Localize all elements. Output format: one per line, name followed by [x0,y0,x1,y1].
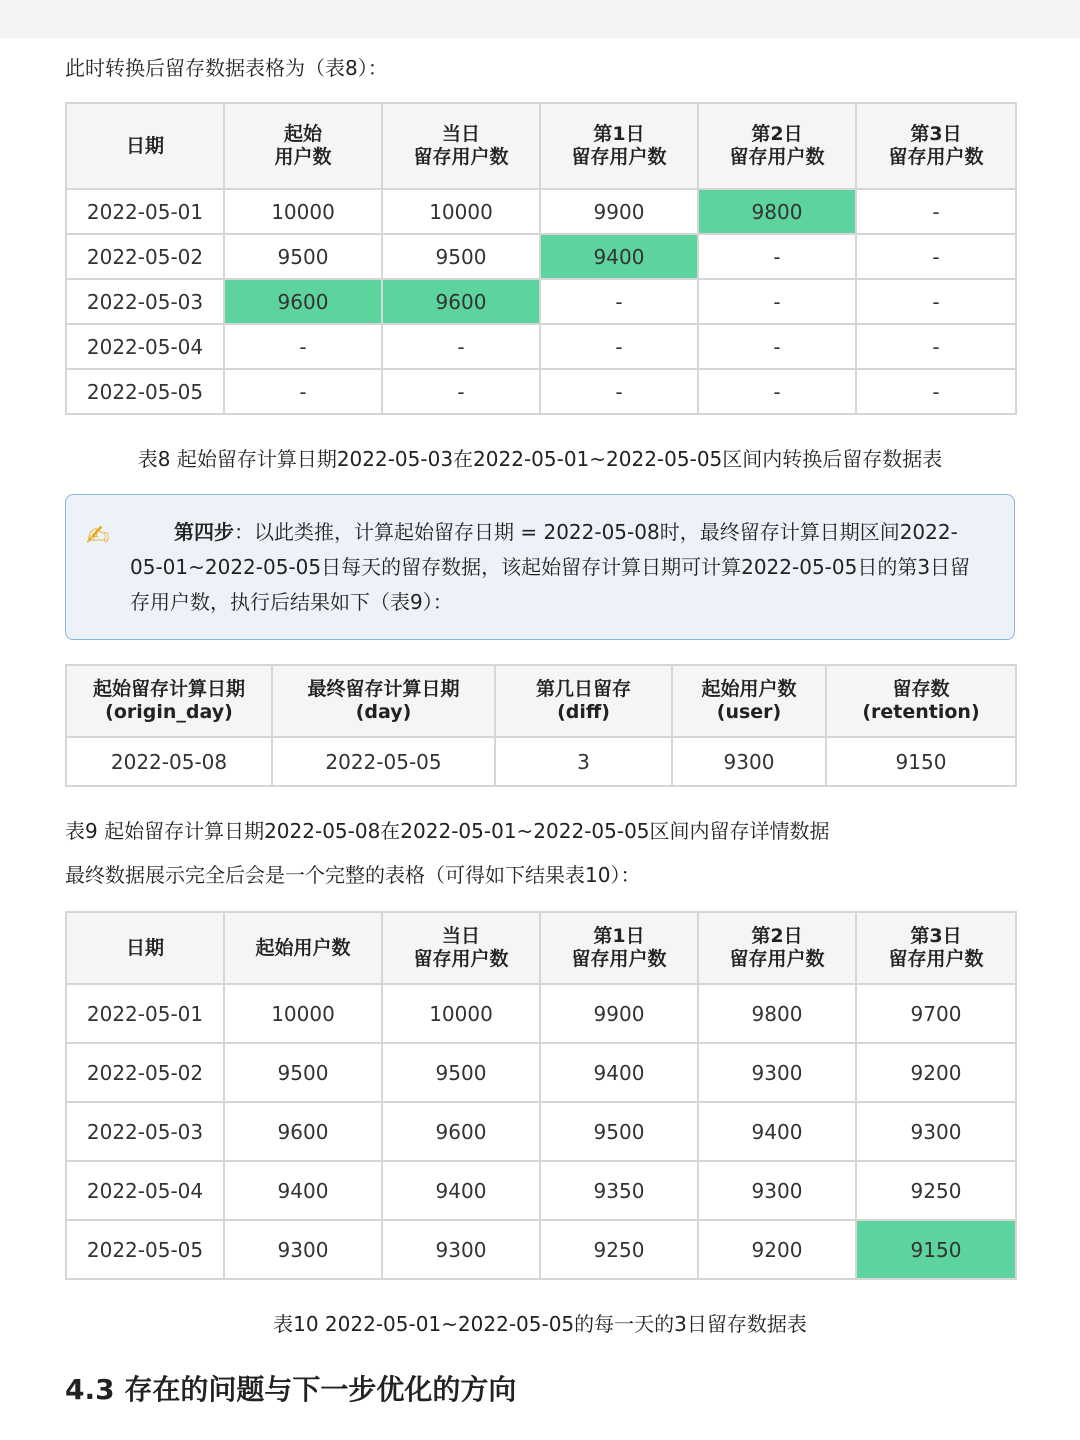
table-cell: - [698,279,856,324]
table-cell: 9500 [382,234,540,279]
table-cell: 10000 [382,189,540,234]
header-text: 起始用户数 [255,936,351,959]
table8-header-cell [856,103,1016,189]
table-cell: 2022-05-04 [66,324,224,369]
table-cell: - [856,369,1016,414]
table-cell: 2022-05-01 [66,189,224,234]
table-cell: 9500 [382,1043,540,1102]
table9-header-cell [66,665,272,737]
table-cell: - [540,324,698,369]
header-text: 留存用户数 [571,948,667,970]
table9-header-cell [826,665,1016,737]
table-cell: - [856,189,1016,234]
header-text: 用户数 [274,146,332,168]
table-row [66,324,1016,369]
table-cell: - [856,324,1016,369]
table-cell: - [224,369,382,414]
table-cell: 9700 [856,984,1016,1043]
table-row [66,737,1016,786]
callout-text [130,515,990,620]
table-cell: 2022-05-02 [66,234,224,279]
table-cell: 9200 [856,1043,1016,1102]
header-text: 留存用户数 [571,146,667,168]
table8-header-cell [224,103,382,189]
table-cell: 9250 [856,1161,1016,1220]
header-text: 起始用户数 [701,678,797,700]
table-cell: 2022-05-04 [66,1161,224,1220]
header-text: 日期 [125,134,164,157]
table-cell: 9300 [672,737,826,786]
table-row [66,369,1016,414]
table10-header-row [66,912,1016,984]
table9-caption: 表9 起始留存计算日期2022-05-08在2022-05-01~2022-05-05区间内留存详情数据 [65,819,830,843]
table-cell: 9300 [224,1220,382,1279]
table-cell: - [698,324,856,369]
table8-caption: 表8 起始留存计算日期2022-05-03在2022-05-01~2022-05-05区间内转换后留存数据表 [137,447,943,471]
header-text: 最终留存计算日期 [307,678,460,700]
table-cell: - [382,369,540,414]
table8-header-cell [382,103,540,189]
header-text: (retention) [862,701,980,723]
callout-line2: 05-01~2022-05-05日每天的留存数据，该起始留存计算日期可计算2022-05-05日的第3日留 [130,555,971,579]
header-text: 日期 [125,936,164,959]
table-cell: 9300 [382,1220,540,1279]
header-text: (day) [355,701,412,723]
table8 [65,102,1017,415]
table-cell: 9800 [698,189,856,234]
table8-header-cell [66,103,224,189]
table-cell: 9400 [540,234,698,279]
table10-header-cell [698,912,856,984]
table8-header-row [66,103,1016,189]
table10-header-cell [540,912,698,984]
header-text: 当日 [441,123,480,145]
table10 [65,911,1017,1280]
table-cell: 9300 [698,1161,856,1220]
table-cell: 9600 [224,1102,382,1161]
table-cell: 9350 [540,1161,698,1220]
table-cell: 9400 [540,1043,698,1102]
header-text: (diff) [557,701,610,723]
table-cell: 2022-05-03 [66,1102,224,1161]
header-text: 留存数 [892,678,950,700]
header-text: 留存用户数 [413,146,509,168]
header-text: 留存用户数 [729,146,825,168]
header-text: 第2日 [751,123,803,145]
table-cell: 9500 [224,1043,382,1102]
table-cell: 3 [495,737,672,786]
table-row [66,1102,1016,1161]
header-text: 留存用户数 [888,948,984,970]
table-row [66,1161,1016,1220]
table-cell: 9500 [224,234,382,279]
writing-hand-icon: ✍ [86,519,110,552]
table-row [66,279,1016,324]
table-cell: 9500 [540,1102,698,1161]
header-text: 第2日 [751,925,803,947]
table-cell: 9600 [224,279,382,324]
table9 [65,664,1017,787]
table-cell: - [540,369,698,414]
table-row [66,1043,1016,1102]
header-text: (origin_day) [105,701,233,723]
table8-header-cell [698,103,856,189]
step-four-callout [65,494,1015,640]
header-text: 当日 [441,925,480,947]
header-text: 起始 [283,123,322,145]
table9-header-cell [495,665,672,737]
table-cell: 2022-05-05 [66,369,224,414]
table-cell: 9400 [382,1161,540,1220]
table10-header-cell [382,912,540,984]
table-cell: 2022-05-05 [272,737,495,786]
table9-header-row [66,665,1016,737]
table-cell: 2022-05-03 [66,279,224,324]
header-text: 第1日 [593,925,645,947]
table-cell: 9150 [856,1220,1016,1279]
table-cell: 2022-05-01 [66,984,224,1043]
step-label: 第四步 [174,520,234,544]
header-text: (user) [716,701,782,723]
table-cell: 10000 [224,189,382,234]
table-row [66,984,1016,1043]
table9-header-cell [672,665,826,737]
header-text: 第1日 [593,123,645,145]
table-cell: 9600 [382,279,540,324]
table-cell: 9400 [224,1161,382,1220]
table-cell: - [698,234,856,279]
header-text: 起始留存计算日期 [92,678,245,700]
table-row [66,234,1016,279]
callout-line1: ：以此类推，计算起始留存日期 = 2022-05-08时，最终留存计算日期区间2022- [234,520,958,544]
table10-caption: 表10 2022-05-01~2022-05-05的每一天的3日留存数据表 [273,1312,807,1336]
table-row [66,189,1016,234]
table-cell: 2022-05-08 [66,737,272,786]
table-cell: - [856,279,1016,324]
table8-header-cell [540,103,698,189]
table10-header-cell [224,912,382,984]
header-text: 留存用户数 [888,146,984,168]
table-cell: - [224,324,382,369]
summary-text: 最终数据展示完全后会是一个完整的表格（可得如下结果表10）： [65,863,641,887]
intro-text: 此时转换后留存数据表格为（表8）： [65,56,388,80]
top-band [0,0,1080,38]
table-cell: 9400 [698,1102,856,1161]
table-cell: 9800 [698,984,856,1043]
table9-header-cell [272,665,495,737]
table-cell: 10000 [224,984,382,1043]
header-text: 第3日 [910,123,962,145]
header-text: 第3日 [910,925,962,947]
table-cell: - [382,324,540,369]
table-cell: 9250 [540,1220,698,1279]
table-cell: - [540,279,698,324]
table10-header-cell [856,912,1016,984]
callout-line3: 存用户数，执行后结果如下（表9）： [130,590,453,614]
header-text: 留存用户数 [413,948,509,970]
table-cell: 2022-05-05 [66,1220,224,1279]
header-text: 留存用户数 [729,948,825,970]
table-cell: 9150 [826,737,1016,786]
table-cell: 10000 [382,984,540,1043]
table-cell: - [856,234,1016,279]
table-cell: 2022-05-02 [66,1043,224,1102]
table-row [66,1220,1016,1279]
table-cell: - [698,369,856,414]
table-cell: 9600 [382,1102,540,1161]
table-cell: 9300 [698,1043,856,1102]
table-cell: 9200 [698,1220,856,1279]
section-heading: 4.3 存在的问题与下一步优化的方向 [65,1373,517,1406]
table-cell: 9300 [856,1102,1016,1161]
table-cell: 9900 [540,189,698,234]
table-cell: 9900 [540,984,698,1043]
header-text: 第几日留存 [535,678,631,700]
table10-header-cell [66,912,224,984]
